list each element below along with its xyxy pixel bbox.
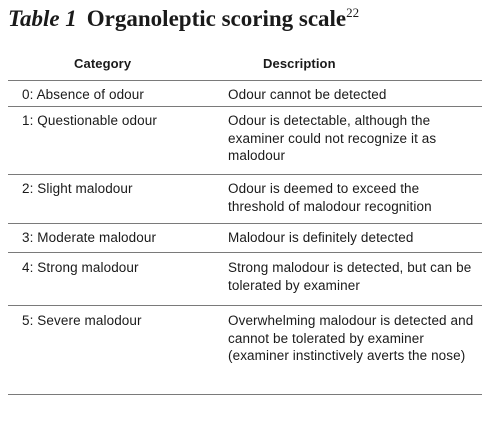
row-description: Odour cannot be detected [228, 87, 387, 102]
table-caption: Organoleptic scoring scale [86, 6, 347, 31]
row-description: Overwhelming malodour is detected and cannot be tolerated by examiner (examiner instinctively averts the nose) [228, 313, 474, 363]
table-header [8, 50, 482, 80]
header-category: Category [74, 56, 132, 71]
row-description: Strong malodour is detected, but can be tolerated by examiner [228, 260, 472, 293]
table-title [8, 4, 359, 34]
row-category: 0: Absence of odour [22, 87, 144, 102]
row-category: 5: Severe malodour [22, 313, 142, 328]
header-description: Description [263, 56, 336, 71]
table-row [8, 174, 482, 223]
table-row [8, 252, 482, 305]
table-row [8, 80, 482, 106]
row-category: 2: Slight malodour [22, 181, 133, 196]
scoring-table [8, 50, 482, 395]
table-row [8, 106, 482, 174]
reference-superscript: 22 [346, 5, 360, 20]
row-category: 1: Questionable odour [22, 113, 157, 128]
row-description: Odour is deemed to exceed the threshold of malodour recognition [228, 181, 432, 214]
table-row [8, 223, 482, 252]
row-description: Odour is detectable, although the examiner could not recognize it as malodour [228, 113, 437, 163]
table-label: Table 1 [8, 6, 77, 31]
row-category: 3: Moderate malodour [22, 230, 157, 245]
row-description: Malodour is definitely detected [228, 230, 414, 245]
table-body [8, 80, 482, 395]
table-row [8, 305, 482, 395]
row-category: 4: Strong malodour [22, 260, 139, 275]
